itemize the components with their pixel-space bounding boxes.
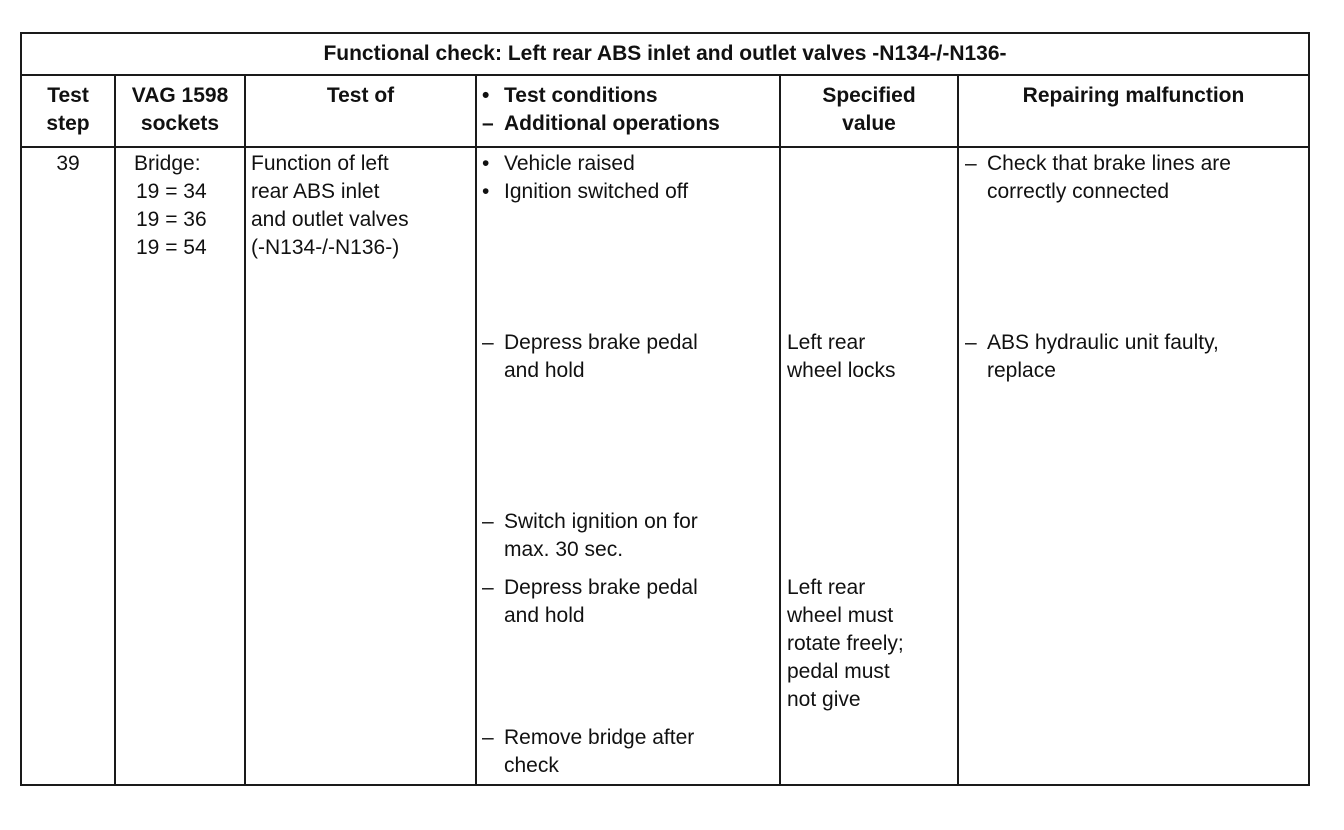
- header-divider: [22, 146, 1308, 148]
- header-test-of: [246, 82, 475, 110]
- dash-marker: –: [965, 152, 977, 175]
- specified-line: Left rear: [787, 331, 866, 354]
- table-title: Functional check: Left rear ABS inlet and outlet valves -N134-/-N136-: [323, 42, 1007, 65]
- repair-item: [962, 329, 1306, 385]
- condition-item: [479, 178, 777, 206]
- specified-line: wheel locks: [787, 359, 896, 382]
- repair-line: replace: [987, 359, 1056, 382]
- repair-line: Check that brake lines are: [987, 152, 1231, 175]
- repair-item: [962, 150, 1306, 206]
- specified-value: [787, 329, 955, 385]
- column-divider: [244, 74, 246, 784]
- sockets-line: 19 = 36: [136, 208, 207, 231]
- test-of-cell: [251, 150, 473, 262]
- header-specified-value: [781, 82, 957, 138]
- specified-value: [787, 574, 955, 714]
- column-divider: [779, 74, 781, 784]
- bullet-marker: •: [482, 180, 490, 203]
- header-line: Test: [47, 84, 89, 107]
- sockets-line: 19 = 54: [136, 236, 207, 259]
- dash-marker: –: [482, 726, 494, 749]
- header-line: Repairing malfunction: [1022, 84, 1245, 107]
- test-of-line: rear ABS inlet: [251, 180, 380, 203]
- header-line: Test of: [326, 84, 395, 107]
- condition-line: Remove bridge after: [504, 726, 695, 749]
- specified-line: not give: [787, 688, 861, 711]
- condition-line: max. 30 sec.: [504, 538, 624, 561]
- condition-line: and hold: [504, 359, 585, 382]
- column-divider: [114, 74, 116, 784]
- header-line: VAG 1598: [131, 84, 229, 107]
- title-divider: [22, 74, 1308, 76]
- dash-marker: –: [482, 576, 494, 599]
- specified-line: wheel must: [787, 604, 894, 627]
- test-of-line: (-N134-/-N136-): [251, 236, 400, 259]
- condition-item: [479, 574, 777, 630]
- specified-line: rotate freely;: [787, 632, 904, 655]
- column-divider: [957, 74, 959, 784]
- header-line: step: [46, 112, 90, 135]
- header-line: Specified: [822, 84, 916, 107]
- condition-item: [479, 150, 777, 178]
- column-divider: [475, 74, 477, 784]
- header-repair: [959, 82, 1308, 110]
- header-line: sockets: [140, 112, 220, 135]
- condition-line: Ignition switched off: [504, 180, 689, 203]
- header-line: value: [842, 112, 896, 135]
- header-condition-item: [479, 110, 777, 138]
- header-sockets: [116, 82, 244, 138]
- repair-line: correctly connected: [987, 180, 1170, 203]
- repair-line: ABS hydraulic unit faulty,: [987, 331, 1219, 354]
- condition-line: and hold: [504, 604, 585, 627]
- sockets-line: 19 = 34: [136, 180, 207, 203]
- header-conditions: [479, 82, 777, 138]
- sockets-line: Bridge:: [134, 152, 201, 175]
- bullet-marker: •: [482, 152, 490, 175]
- dash-marker: –: [482, 112, 494, 135]
- condition-item: [479, 508, 777, 564]
- condition-line: Depress brake pedal: [504, 331, 698, 354]
- condition-item: [479, 724, 777, 780]
- test-of-line: Function of left: [251, 152, 389, 175]
- procedure-table: [20, 32, 1310, 786]
- header-line: Test conditions: [504, 84, 658, 107]
- condition-item: [479, 329, 777, 385]
- header-line: Additional operations: [504, 112, 720, 135]
- header-test-step: [22, 82, 114, 138]
- bullet-marker: •: [482, 84, 490, 107]
- dash-marker: –: [482, 331, 494, 354]
- test-step-number: 39: [56, 152, 80, 175]
- test-step-cell: [22, 150, 114, 178]
- header-condition-item: [479, 82, 777, 110]
- specified-line: pedal must: [787, 660, 890, 683]
- condition-line: check: [504, 754, 559, 777]
- condition-line: Depress brake pedal: [504, 576, 698, 599]
- dash-marker: –: [482, 510, 494, 533]
- test-of-line: and outlet valves: [251, 208, 409, 231]
- dash-marker: –: [965, 331, 977, 354]
- condition-line: Switch ignition on for: [504, 510, 698, 533]
- condition-line: Vehicle raised: [504, 152, 635, 175]
- sockets-cell: [134, 150, 244, 262]
- specified-line: Left rear: [787, 576, 866, 599]
